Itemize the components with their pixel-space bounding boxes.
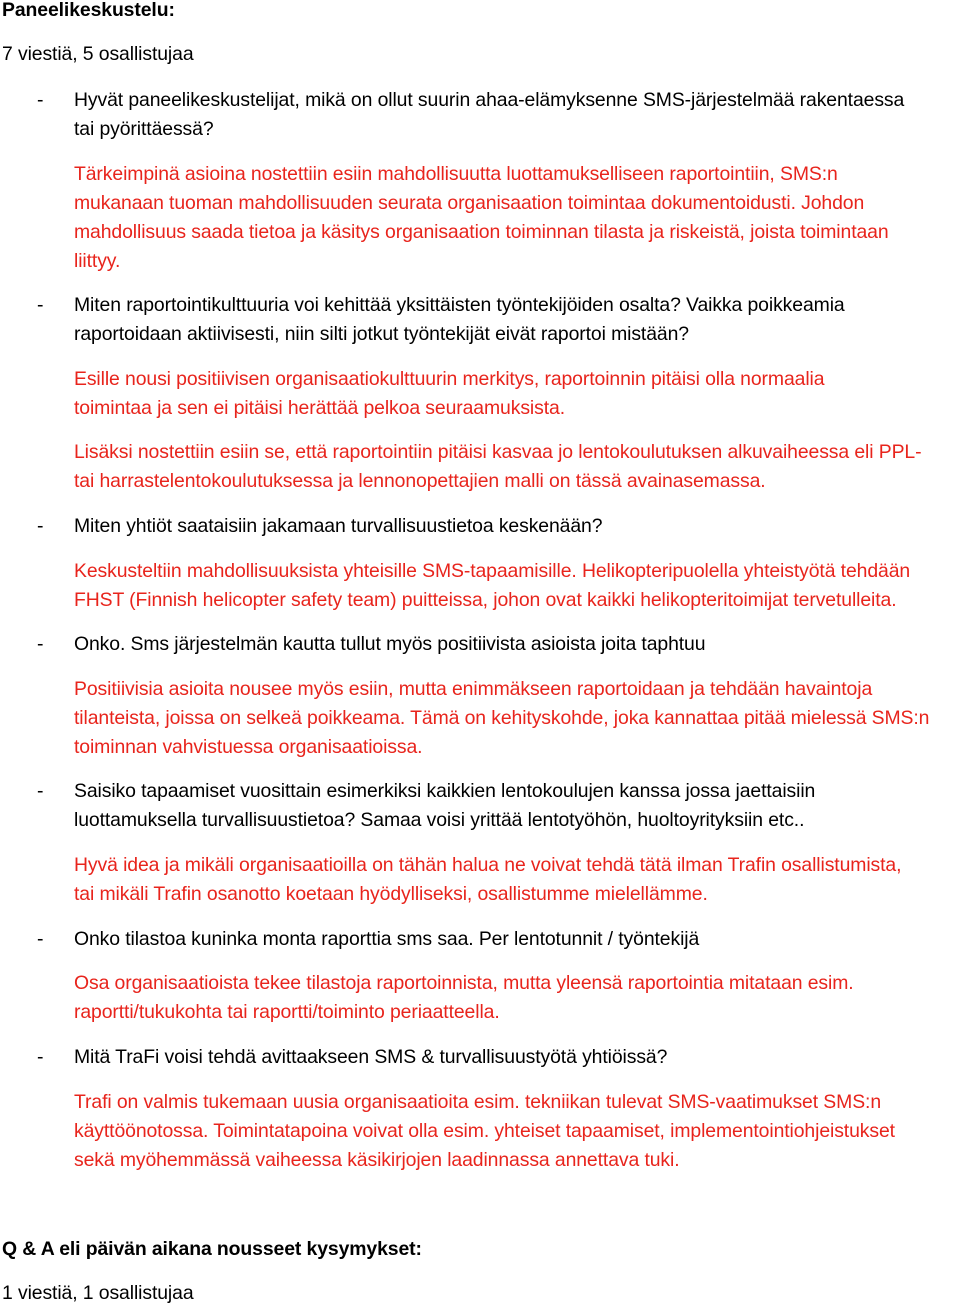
answer-line: käyttöönotossa. Toimintatapoina voivat olla esim. yhteiset tapaamiset, implementointiohjeistukset (74, 1120, 895, 1142)
answer-line: Trafi on valmis tukemaan uusia organisaatioita esim. tekniikan tulevat SMS-vaatimukset SMS:n (74, 1091, 881, 1113)
question-line: luottamuksella turvallisuustietoa? Samaa voisi yrittää lentotyöhön, huoltoyrityksiin etc.. (74, 809, 805, 831)
bullet-dash: - (37, 928, 44, 950)
section-stats-panel: 7 viestiä, 5 osallistujaa (2, 43, 194, 65)
bullet-dash: - (37, 780, 44, 802)
section-stats-qa: 1 viestiä, 1 osallistujaa (2, 1282, 194, 1304)
answer-line: toimintaa ja sen ei pitäisi herättää pelkoa seuraamuksista. (74, 397, 565, 419)
bullet-dash: - (37, 89, 44, 111)
bullet-dash: - (37, 515, 44, 537)
question-line: tai pyörittäessä? (74, 118, 214, 140)
question-line: Hyvät paneelikeskustelijat, mikä on ollut suurin ahaa-elämyksenne SMS-järjestelmää rakentaessa (74, 89, 905, 111)
bullet-dash: - (37, 1046, 44, 1068)
answer-line: mukanaan tuoman mahdollisuuden seurata organisaation toimintaa dokumentoidusti. Johdon (74, 192, 865, 214)
section-heading-qa: Q & A eli päivän aikana nousseet kysymykset: (2, 1238, 422, 1260)
answer-line: tai mikäli Trafin osanotto koetaan hyödylliseksi, osallistumme mielellämme. (74, 883, 708, 905)
answer-line: Osa organisaatioista tekee tilastoja raportoinnista, mutta yleensä raportointia mitataan esim. (74, 972, 854, 994)
answer-line: Esille nousi positiivisen organisaatiokulttuurin merkitys, raportoinnin pitäisi olla normaalia (74, 368, 825, 390)
answer-line: raportti/tukukohta tai raportti/toiminto periaatteella. (74, 1001, 500, 1023)
answer-line: liittyy. (74, 250, 121, 272)
bullet-dash: - (37, 294, 44, 316)
question-line: Miten yhtiöt saataisiin jakamaan turvallisuustietoa keskenään? (74, 515, 603, 537)
answer-line: Keskusteltiin mahdollisuuksista yhteisille SMS-tapaamisille. Helikopteripuolella yhteistyötä tehdään (74, 560, 911, 582)
answer-line: Positiivisia asioita nousee myös esiin, mutta enimmäkseen raportoidaan ja tehdään havaintoja (74, 678, 873, 700)
bullet-dash: - (37, 633, 44, 655)
answer-line: Tärkeimpinä asioina nostettiin esiin mahdollisuutta luottamukselliseen raportointiin, SMS:n (74, 163, 838, 185)
answer-line: Lisäksi nostettiin esiin se, että raportointiin pitäisi kasvaa jo lentokoulutuksen alkuvaiheessa eli PPL- (74, 441, 922, 463)
question-line: Onko. Sms järjestelmän kautta tullut myös positiivista asioista joita taphtuu (74, 633, 706, 655)
question-line: raportoidaan aktiivisesti, niin silti jotkut työntekijät eivät raportoi mistään? (74, 323, 689, 345)
answer-line: FHST (Finnish helicopter safety team) puitteissa, johon ovat kaikki helikopteritoimijat tervetulleita. (74, 589, 897, 611)
answer-line: mahdollisuus saada tietoa ja käsitys organisaation toiminnan tilasta ja riskeistä, joista toimintaan (74, 221, 889, 243)
answer-line: tai harrastelentokoulutuksessa ja lennonopettajien malli on tässä avainasemassa. (74, 470, 766, 492)
question-line: Miten raportointikulttuuria voi kehittää yksittäisten työntekijöiden osalta? Vaikka poikkeamia (74, 294, 845, 316)
question-line: Mitä TraFi voisi tehdä avittaakseen SMS & turvallisuustyötä yhtiöissä? (74, 1046, 668, 1068)
section-heading-panel: Paneelikeskustelu: (2, 0, 175, 21)
question-line: Saisiko tapaamiset vuosittain esimerkiksi kaikkien lentokoulujen kanssa jossa jaettaisiin (74, 780, 816, 802)
answer-line: sekä myöhemmässä vaiheessa käsikirjojen laadinnassa annettava tuki. (74, 1149, 680, 1171)
answer-line: toiminnan vahvistuessa organisaatioissa. (74, 736, 423, 758)
answer-line: Hyvä idea ja mikäli organisaatioilla on tähän halua ne voivat tehdä tätä ilman Trafin osallistumista, (74, 854, 902, 876)
question-line: Onko tilastoa kuninka monta raporttia sms saa. Per lentotunnit / työntekijä (74, 928, 700, 950)
answer-line: tilanteista, joissa on selkeä poikkeama. Tämä on kehityskohde, joka kannattaa pitää mielessä SMS:n (74, 707, 930, 729)
